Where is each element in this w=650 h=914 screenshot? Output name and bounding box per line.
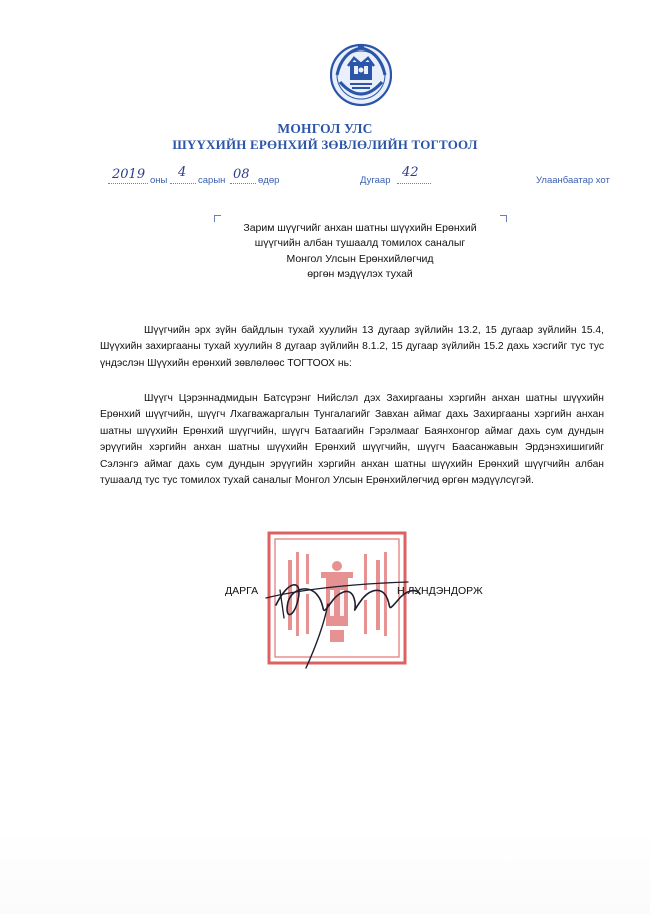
subject-line: Монгол Улсын Ерөнхийлөгчид: [286, 252, 434, 265]
paragraph-text: Шүүгчийн эрх зүйн байдлын тухай хуулийн 13 дугаар зүйлийн 13.2, 15 дугаар зүйлийн 15.4, Шүүхийн захиргааны тухай хуулийн 8 дугаар зүйлийн 8.1.2, 15 дугаар зүйлийн 15.2 дахь хэсгийг тус тус үндэслэн Шүүхийн ерөнхий зөвлөлөөс ТОГТООХ нь:: [100, 325, 604, 369]
day-label: өдөр: [258, 175, 280, 186]
handwritten-signature: [258, 560, 428, 672]
month-line: [170, 183, 196, 184]
date-year: 2019: [112, 167, 146, 182]
date-day: 08: [233, 167, 250, 182]
paragraph-text: Шүүгч Цэрэннадмидын Батсүрэнг Нийслэл дэх Захиргааны хэргийн анхан шатны шүүхийн Ерөнхий шүүгчийн, шүүгч Лхагважаргалын Тунгалагийг Завхан аймаг дахь Захиргааны хэргийн анхан шатны шүүхийн Ерөнхий шүүгчийн, шүүгч Батаагийн Гэрэлмааг Баянхонгор аймаг дахь сум дундын эрүүгийн хэргийн анхан шатны шүүхийн Ерөнхий шүүгчийн, шүүгч Баасанжавын Эрдэнэхишигийг Сэлэнгэ аймаг дахь сум дундын эрүүгийн хэргийн анхан шатны шүүхийн Ерөнхий шүүгчийн албан тушаалд тус тус томилох тухай саналыг Монгол Улсын Ерөнхийлөгчид өргөн мэдүүлсүгэй.: [100, 393, 604, 487]
body-paragraph-1: [100, 323, 604, 372]
year-line: [108, 183, 148, 184]
body-paragraph-2: [100, 391, 604, 489]
country-heading: МОНГОЛ УЛС: [277, 121, 373, 136]
document-number: 42: [402, 165, 419, 180]
place-label: Улаанбаатар хот: [536, 175, 610, 186]
document-type-heading: ШҮҮХИЙН ЕРӨНХИЙ ЗӨВЛӨЛИЙН ТОГТООЛ: [172, 137, 478, 152]
number-label: Дугаар: [360, 175, 391, 186]
date-month: 4: [178, 165, 187, 180]
month-label: сарын: [198, 175, 226, 186]
year-label: оны: [150, 175, 168, 186]
scan-shade: [0, 824, 650, 914]
state-emblem-icon: [330, 42, 392, 108]
document-subject: [200, 221, 520, 282]
number-line: [397, 183, 431, 184]
subject-line: Зарим шүүгчийг анхан шатны шүүхийн Ерөнхий: [243, 222, 477, 234]
date-number-row: [0, 167, 650, 191]
subject-line: шүүгчийн албан тушаалд томилох саналыг: [254, 237, 466, 250]
day-line: [230, 183, 256, 184]
signatory-title: ДАРГА: [225, 585, 259, 597]
signatory-name: Н.ЛУНДЭНДОРЖ: [397, 585, 483, 597]
subject-line: өргөн мэдүүлэх тухай: [307, 267, 413, 280]
